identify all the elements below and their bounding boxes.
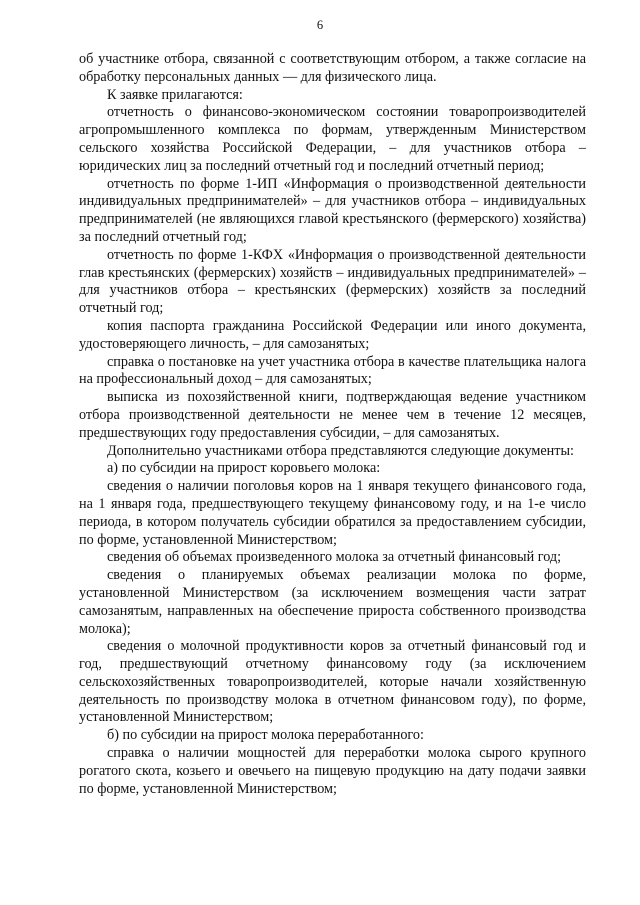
paragraph-processing-capacity-certificate: справка о наличии мощностей для переработки молока сырого крупного рогатого скота, козьего и овечьего на пищевую продукцию на дату подачи заявки по форме, установленной Министерством; bbox=[79, 745, 586, 797]
paragraph-household-book-extract: выписка из похозяйственной книги, подтверждающая ведение участником отбора производственной деятельности не менее чем в течение 12 месяцев, предшествующих году предоставления субсидии, – для самозанятых. bbox=[79, 389, 586, 441]
paragraph-form-1-kfh: отчетность по форме 1-КФХ «Информация о производственной деятельности глав крестьянских (фермерских) хозяйств – индивидуальных предпринимателей» – для участников отбора – крестьянских (фермерских) хозяйств за последний отчетный год; bbox=[79, 246, 586, 317]
paragraph-legal-entities-reporting: отчетность о финансово-экономическом состоянии товаропроизводителей агропромышленного комплекса по формам, утвержденным Министерством сельского хозяйства Российской Федерации, – для участников отбора – юридических лиц за последний отчетный год и последний отчетный период; bbox=[79, 104, 586, 174]
paragraph-consent-continuation: об участнике отбора, связанной с соответствующим отбором, а также согласие на обработку персональных данных — для физического лица. bbox=[79, 51, 586, 85]
paragraph-additional-documents: Дополнительно участниками отбора представляются следующие документы: bbox=[107, 442, 574, 459]
paragraph-subsidy-a-heading: а) по субсидии на прирост коровьего молока: bbox=[107, 460, 381, 477]
paragraph-subsidy-b-heading: б) по субсидии на прирост молока переработанного: bbox=[107, 727, 424, 744]
paragraph-milk-volume-info: сведения об объемах произведенного молока за отчетный финансовый год; bbox=[107, 549, 562, 566]
paragraph-tax-registration: справка о постановке на учет участника отбора в качестве плательщика налога на профессиональный доход – для самозанятых; bbox=[79, 353, 586, 388]
paragraph-passport-copy: копия паспорта гражданина Российской Федерации или иного документа, удостоверяющего личность, – для самозанятых; bbox=[79, 317, 586, 352]
paragraph-attachments-heading: К заявке прилагаются: bbox=[107, 86, 243, 103]
page-number: 6 bbox=[316, 18, 324, 32]
document-body bbox=[79, 51, 586, 798]
paragraph-planned-sales-info: сведения о планируемых объемах реализации молока по форме, установленной Министерством (за исключением возмещения части затрат самозанятым, направленных на обеспечение прироста собственного производства молока); bbox=[79, 567, 586, 637]
paragraph-milk-productivity-info: сведения о молочной продуктивности коров за отчетный финансовый год и год, предшествующий отчетному финансовому году (за исключением сельскохозяйственных товаропроизводителей, которые начали хозяйственную деятельность по производству молока в отчетном финансовом году), по форме, установленной Министерством; bbox=[79, 638, 586, 726]
paragraph-cow-livestock-info: сведения о наличии поголовья коров на 1 января текущего финансового года, на 1 января года, предшествующего текущему финансовому году, и на 1-е число периода, в котором получатель субсидии обратился за предоставлением субсидии, по форме, установленной Министерством; bbox=[79, 478, 586, 548]
paragraph-form-1-ip: отчетность по форме 1-ИП «Информация о производственной деятельности индивидуальных предпринимателей» – для участников отбора – индивидуальных предпринимателей (не являющихся главой крестьянского (фермерского) хозяйства) за последний отчетный год; bbox=[79, 175, 586, 245]
